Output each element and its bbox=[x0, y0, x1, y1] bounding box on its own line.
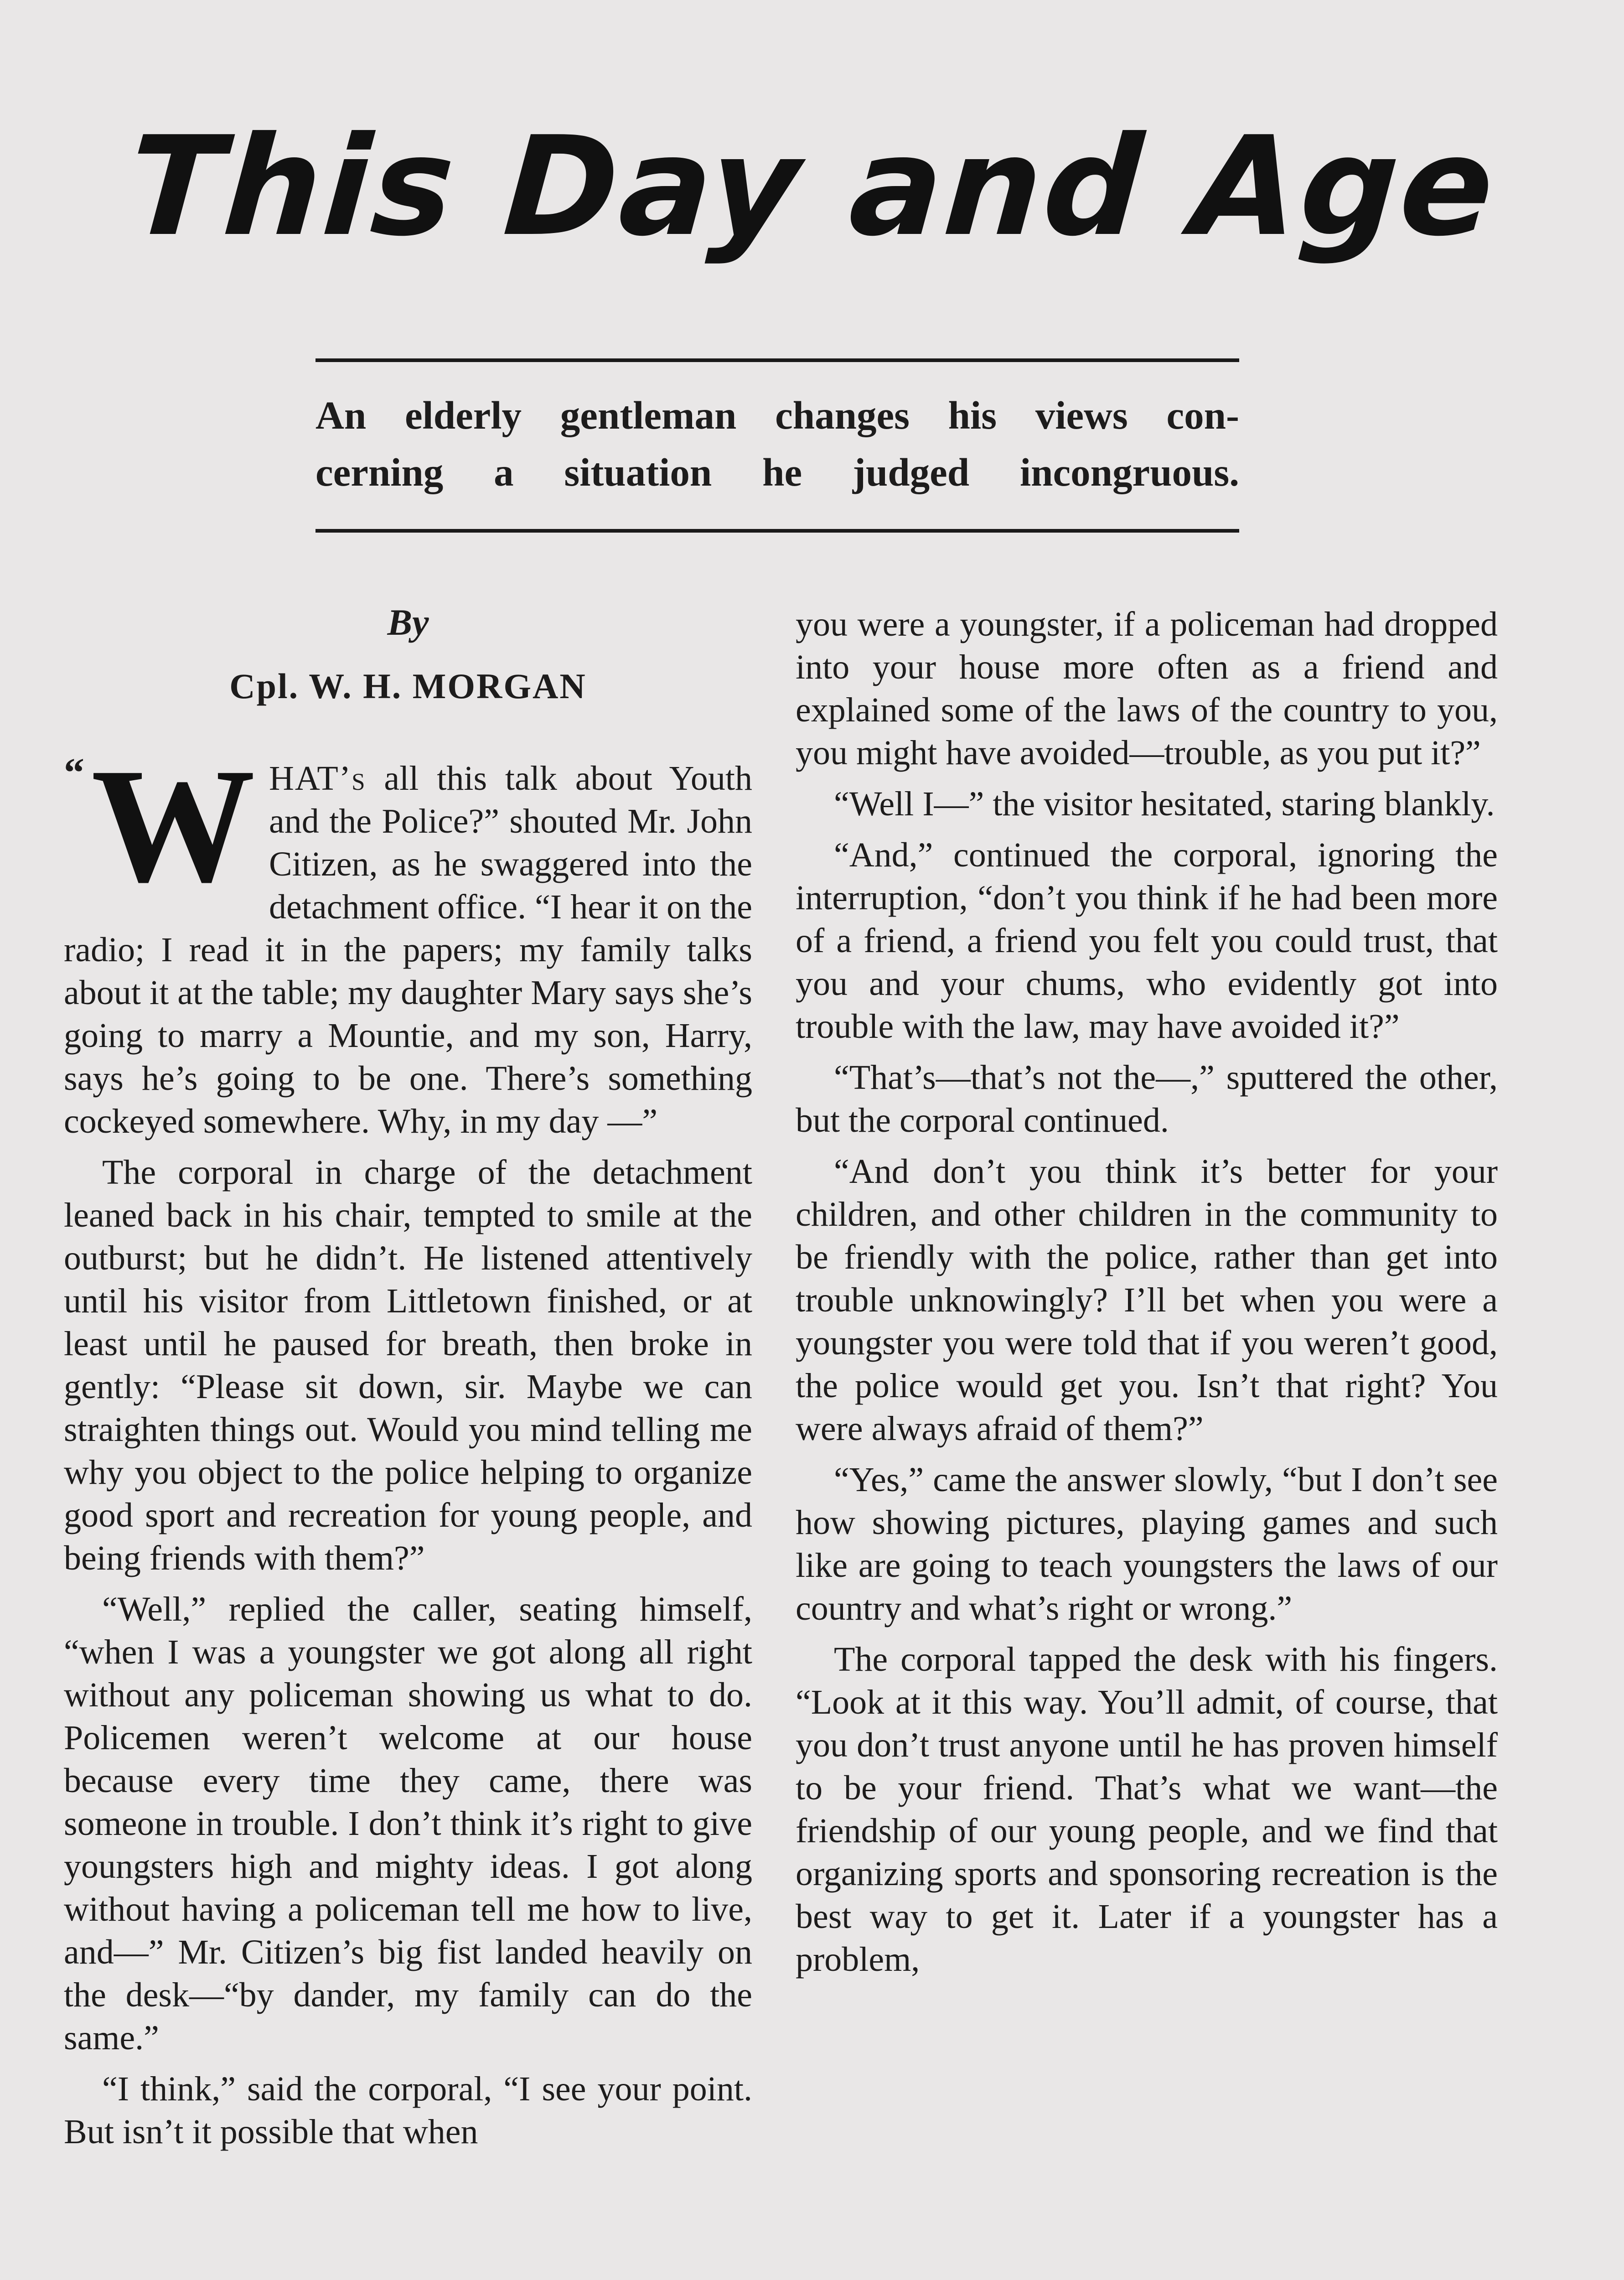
left-paragraph-2: “Well,” replied the caller, seating himself, “when I was a youngster we got along all right without any policeman showing us what to do. Policemen weren’t welcome at our house because every time they came, there was someone in trouble. I don’t think it’s right to give youngsters high and mighty ideas. I got along without having a policeman tell me how to live, and—” Mr. Citizen’s big fist landed heavily on the desk—“by dander, my family can do the same.” bbox=[64, 1590, 752, 2057]
article-title: This Day and Age bbox=[123, 107, 1501, 266]
drop-cap bbox=[64, 734, 264, 916]
right-paragraph-5: “And don’t you think it’s better for your children, and other children in the community to be friendly with the police, rather than get into trouble unknowingly? I’ll bet when you were a youngster you were told that if you weren’t good, the police would get you. Isn’t that right? You were always afraid of them?” bbox=[796, 1152, 1498, 1448]
title-rule-top bbox=[315, 358, 1239, 362]
drop-cap-letter: W bbox=[91, 734, 255, 916]
right-paragraph-4: “That’s—that’s not the—,” sputtered the other, but the corporal continued. bbox=[796, 1058, 1498, 1140]
left-column bbox=[64, 734, 752, 2161]
byline-by: By bbox=[387, 601, 429, 643]
subtitle-line-2: cerning a situation he judged incongruous. bbox=[315, 450, 1239, 494]
right-paragraph-7: The corporal tapped the desk with his fingers. “Look at it this way. You’ll admit, of course, that you don’t trust anyone until he has proven himself to be your friend. That’s what we want—the friendship of our young people, and we find that organizing sports and sponsoring recreation is the best way to get it. Later if a youngster has a problem, bbox=[796, 1640, 1498, 1979]
right-column bbox=[796, 603, 1498, 1989]
right-paragraph-2: “Well I—” the visitor hesitated, staring blankly. bbox=[834, 785, 1495, 823]
subtitle-line-1: An elderly gentleman changes his views con- bbox=[315, 393, 1239, 437]
article-subtitle bbox=[315, 387, 1239, 501]
drop-cap-quote: “ bbox=[64, 750, 84, 795]
left-paragraph-1: The corporal in charge of the detachment leaned back in his chair, tempted to smile at the outburst; but he didn’t. He listened attentively until his visitor from Littletown finished, or at least until he paused for breath, then broke in gently: “Please sit down, sir. Maybe we can straighten things out. Would you mind telling me why you object to the police helping to organize good sport and recreation for young people, and being friends with them?” bbox=[64, 1153, 752, 1577]
right-paragraph-1: you were a youngster, if a policeman had dropped into your house more often as a friend and explained some of the laws of the country to you, you might have avoided—trouble, as you put it?” bbox=[796, 605, 1498, 772]
right-paragraph-3: “And,” continued the corporal, ignoring the interruption, “don’t you think if he had been more of a friend, a friend you felt you could trust, that you and your chums, who evidently got into trouble with the law, may have avoided it?” bbox=[796, 836, 1498, 1046]
opening-paragraph bbox=[64, 734, 752, 1143]
opening-paragraph-text: all this talk about Youth and the Police?” shouted Mr. John Citizen, as he swaggered into the detachment office. “I hear it on the radio; I read it in the papers; my family talks about it at the table; my daughter Mary says she’s going to marry a Mountie, and my son, Harry, says he’s going to be one. There’s something cockeyed somewhere. Why, in my day —” bbox=[64, 759, 752, 1140]
right-paragraph-6: “Yes,” came the answer slowly, “but I don’t see how showing pictures, playing games and such like are going to teach youngsters the laws of our country and what’s right or wrong.” bbox=[796, 1461, 1498, 1627]
drop-cap-continuation: HAT’s bbox=[269, 759, 366, 798]
title-rule-bottom bbox=[315, 529, 1239, 533]
left-paragraph-3: “I think,” said the corporal, “I see your point. But isn’t it possible that when bbox=[64, 2070, 752, 2151]
byline-author: Cpl. W. H. MORGAN bbox=[229, 666, 587, 706]
